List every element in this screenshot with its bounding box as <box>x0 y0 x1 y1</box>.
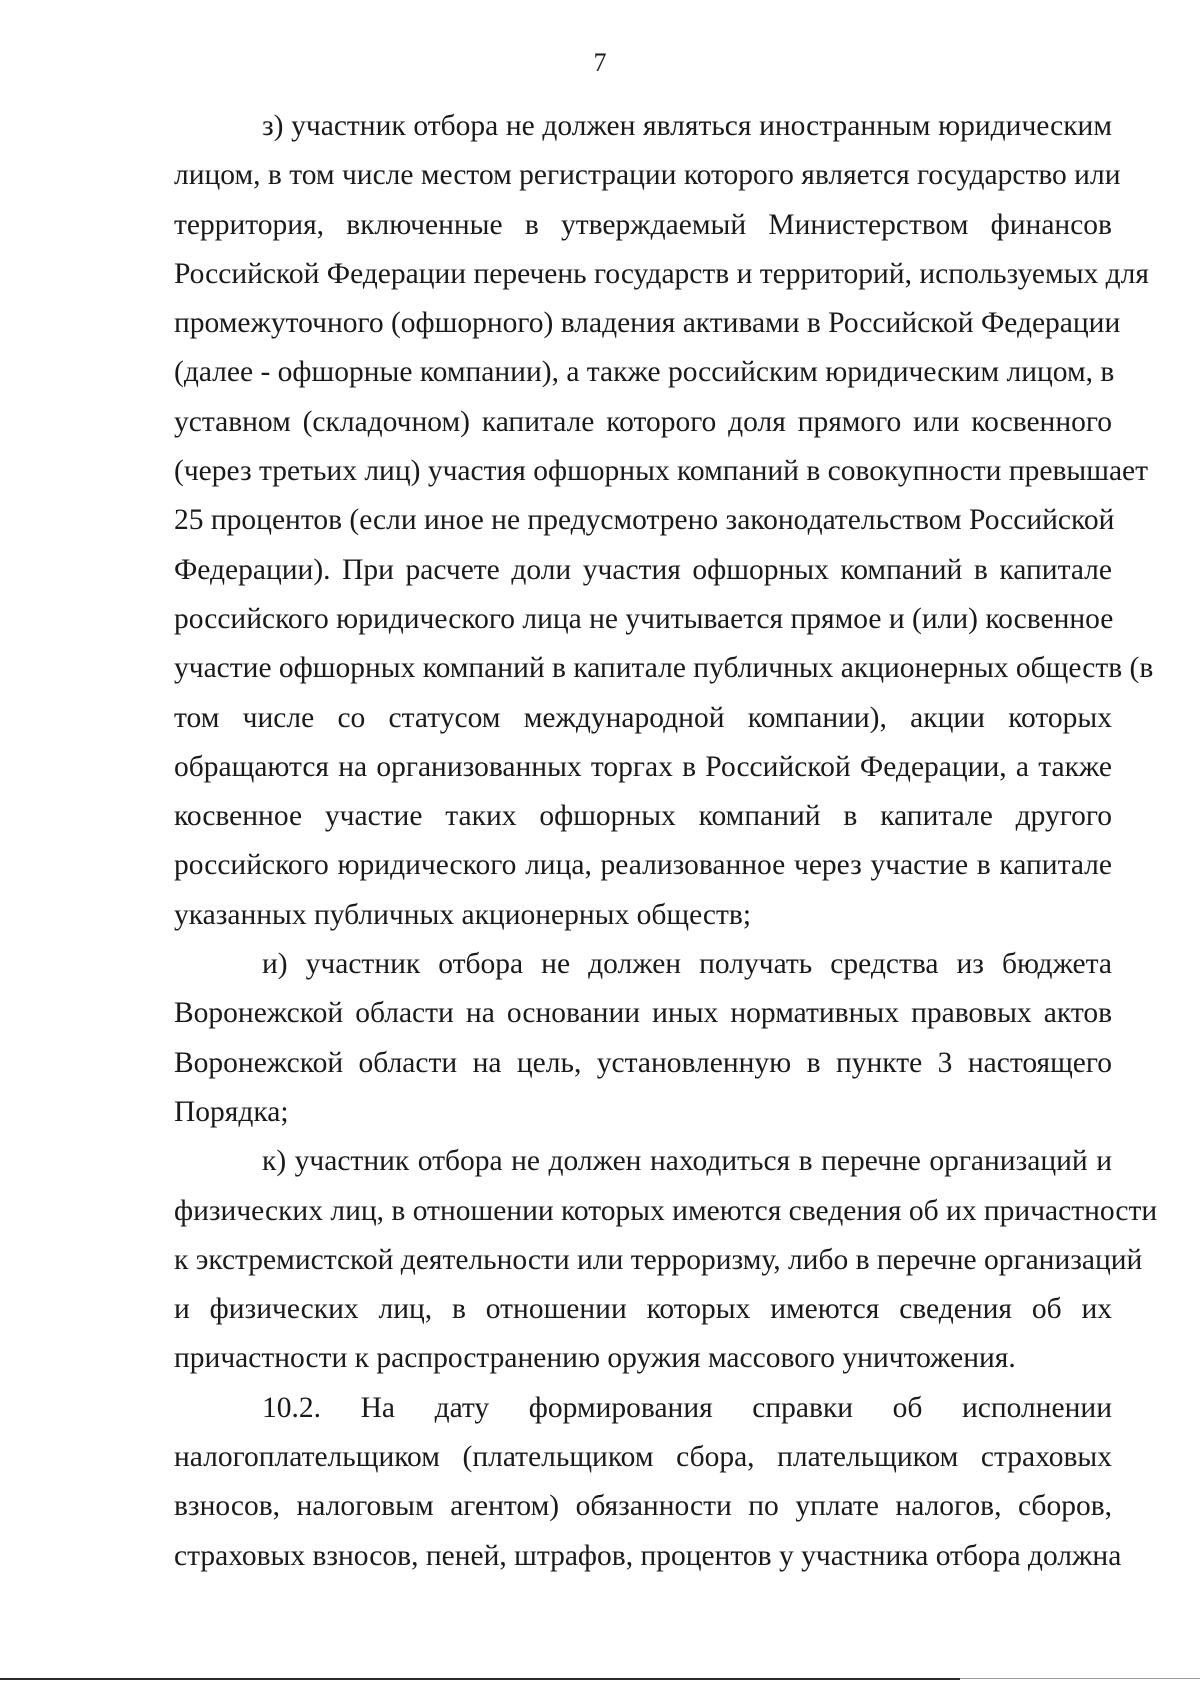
paragraph-k-line: причастности к распространению оружия массового уничтожения. <box>174 1342 1016 1375</box>
paragraph-z-line: Федерации). При расчете доли участия офшорных компаний в капитале <box>174 553 1112 586</box>
paragraph-z-line: промежуточного (офшорного) владения активами в Российской Федерации <box>174 307 1121 340</box>
paragraph-z-line: российского юридического лица, реализованное через участие в капитале <box>174 849 1112 882</box>
paragraph-k-line: к) участник отбора не должен находиться в перечне организаций и <box>262 1145 1112 1178</box>
paragraph-z-line: участие офшорных компаний в капитале публичных акционерных обществ (в <box>174 652 1154 685</box>
paragraph-10-2-line: страховых взносов, пеней, штрафов, процентов у участника отбора должна <box>174 1539 1122 1572</box>
paragraph-10-2-line: взносов, налоговым агентом) обязанности по уплате налогов, сборов, <box>174 1490 1112 1523</box>
paragraph-z-line: территория, включенные в утверждаемый Министерством финансов <box>174 208 1112 241</box>
paragraph-z-line: обращаются на организованных торгах в Российской Федерации, а также <box>174 750 1112 783</box>
paragraph-z-line: Российской Федерации перечень государств и территорий, используемых для <box>174 257 1149 290</box>
paragraph-i-line: Воронежской области на цель, установленную в пункте 3 настоящего <box>174 1046 1112 1079</box>
document-body <box>174 102 1158 1581</box>
paragraph-10-2-line: 10.2. На дату формирования справки об исполнении <box>262 1391 1112 1424</box>
paragraph-z-line: з) участник отбора не должен являться иностранным юридическим <box>262 110 1112 142</box>
paragraph-k-line: к экстремистской деятельности или терроризму, либо в перечне организаций <box>174 1243 1143 1276</box>
paragraph-z-line: косвенное участие таких офшорных компаний в капитале другого <box>174 800 1112 833</box>
bottom-scan-edge-line <box>0 1678 960 1680</box>
paragraph-i-line: и) участник отбора не должен получать средства из бюджета <box>262 948 1112 981</box>
bottom-scan-edge-faint <box>960 1678 1200 1679</box>
paragraph-k-line: и физических лиц, в отношении которых имеются сведения об их <box>174 1293 1112 1326</box>
paragraph-z-line: (через третьих лиц) участия офшорных компаний в совокупности превышает <box>174 455 1149 488</box>
paragraph-z-line: лицом, в том числе местом регистрации которого является государство или <box>174 159 1121 192</box>
paragraph-10-2-line: налогоплательщиком (плательщиком сбора, плательщиком страховых <box>174 1441 1112 1474</box>
paragraph-z-line: уставном (складочном) капитале которого доля прямого или косвенного <box>174 405 1112 438</box>
paragraph-i-line: Порядка; <box>174 1095 289 1128</box>
page-number: 7 <box>593 48 607 77</box>
paragraph-k-line: физических лиц, в отношении которых имеются сведения об их причастности <box>174 1194 1158 1227</box>
paragraph-z-line: 25 процентов (если иное не предусмотрено законодательством Российской <box>174 504 1115 537</box>
paragraph-i-line: Воронежской области на основании иных нормативных правовых актов <box>174 997 1112 1030</box>
paragraph-z-line: указанных публичных акционерных обществ; <box>174 898 752 931</box>
paragraph-z-line: том числе со статусом международной компании), акции которых <box>174 701 1112 734</box>
paragraph-z-line: (далее - офшорные компании), а также российским юридическим лицом, в <box>174 356 1115 389</box>
paragraph-z-line: российского юридического лица не учитывается прямое и (или) косвенное <box>174 602 1114 635</box>
